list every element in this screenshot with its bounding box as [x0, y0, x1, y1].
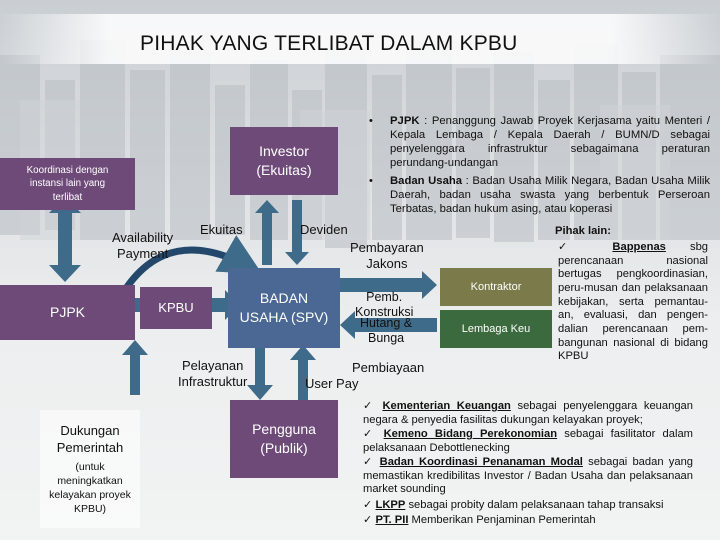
investor-label: Investor (Ekuitas) — [256, 143, 312, 178]
bkpm-item: ✓ Badan Koordinasi Penanaman Modal sebagai badan yang memastikan kredibilitas Investor / Badan Usaha dan pelaksanaan market sounding — [363, 456, 694, 496]
koordinasi-box — [0, 158, 135, 210]
lembaga-keu-label: Lembaga Keu — [461, 322, 531, 335]
pt-pii-text: Memberikan Penjaminan Pemerintah — [411, 514, 596, 526]
dukungan-label: Dukungan Pemerintah — [56, 422, 124, 456]
definition-badan-usaha: • Badan Usaha : Badan Usaha Milik Negara, Badan Usaha Milik Daerah, badan usaha swasta yang berbentuk Perseroan Terbatas, badan hukum asing, atau koperasi — [369, 175, 711, 215]
bappenas-check: ✓ — [558, 241, 613, 253]
kemenkeu-item: ✓ Kementerian Keuangan sebagai penyelenggara keuangan negara & penyedia fasilitas dukungan kelayakan proyek; — [363, 400, 693, 426]
pjpk-box — [0, 285, 135, 340]
hutang-bunga-label: Hutang & Bunga — [360, 316, 413, 345]
kemeno-name: Kemeno Bidang Perekonomian — [383, 428, 558, 440]
dukungan-box — [40, 410, 140, 528]
availability-payment-label: Availability Payment — [112, 230, 174, 261]
lembaga-keu-box — [440, 310, 552, 348]
deviden-label: Deviden — [300, 222, 348, 237]
dukungan-pjpk-arrow — [122, 340, 148, 395]
koordinasi-label: Koordinasi dengan instansi lain yang terlibat — [26, 165, 109, 203]
definition-badan-usaha-text: : Badan Usaha Milik Negara, Badan Usaha Milik Daerah, badan usaha swasta yang berbentuk Perseroan Terbatas, badan hukum asing, atau koperasi — [390, 175, 711, 215]
pt-pii-item: ✓ PT. PII Memberikan Penjaminan Pemerintah — [363, 514, 596, 526]
kemeno-item: ✓ Kemeno Bidang Perekonomian sebagai fasilitator dalam pelaksanaan Debottlenecking — [363, 428, 693, 454]
pengguna-label: Pengguna (Publik) — [252, 421, 316, 456]
kpbu-label: KPBU — [158, 300, 194, 316]
lkpp-text: sebagai probity dalam pelaksanaan tahap transaksi — [408, 499, 664, 511]
pihak-lain-heading — [555, 225, 710, 239]
pihak-lain-heading-text: Pihak lain: — [555, 225, 611, 237]
bkpm-name: Badan Koordinasi Penanaman Modal — [379, 456, 583, 468]
bappenas-text: sbg perencanaan nasional bertugas pengkoordinasian, peru-musan dan pelaksanaan kebijakan, serta pemantau-an, evaluasi, dan pengen-dalian perencanaan pem-bangunan nasional di bidang KPBU — [558, 241, 709, 363]
definition-badan-usaha-term: Badan Usaha — [390, 175, 463, 187]
investor-box — [230, 127, 338, 195]
ekuitas-label: Ekuitas — [200, 222, 243, 237]
bappenas-item — [558, 241, 708, 364]
kemenkeu-name: Kementerian Keuangan — [382, 400, 511, 412]
pelayanan-label: Pelayanan Infrastruktur — [178, 358, 248, 389]
bappenas-name: Bappenas — [612, 241, 666, 253]
badan-pengguna-arrows — [247, 345, 316, 400]
pengguna-box — [230, 400, 338, 478]
badan-usaha-box — [228, 268, 340, 348]
lkpp-item: ✓ LKPP sebagai probity dalam pelaksanaan tahap transaksi — [363, 499, 664, 511]
lkpp-name: LKPP — [375, 499, 406, 511]
dukungan-sub: (untuk meningkatkan kelayakan proyek KPBU) — [49, 460, 131, 516]
pjpk-label: PJPK — [49, 304, 85, 321]
pembayaran-jakons-label: Pembayaran Jakons — [350, 240, 424, 271]
pemb-konstruksi-label: Pemb. Konstruksi — [355, 290, 414, 319]
definition-pjpk-text: : Penanggung Jawab Proyek Kerjasama yaitu Menteri / Kepala Lembaga / Kepala Daerah / BUMN/D sebagai penyelenggara infrastruktur sebagaimana peraturan perundang-undangan — [390, 115, 711, 169]
kpbu-box — [140, 287, 212, 329]
definition-pjpk-term: PJPK — [390, 115, 420, 127]
page-title: PIHAK YANG TERLIBAT DALAM KPBU — [140, 32, 518, 55]
bkpm-text: sebagai badan yang memastikan kredibilitas Investor / Badan Usaha dan pelaksanaan market sounding — [363, 456, 694, 496]
kemenkeu-text: sebagai penyelenggara keuangan negara & penyedia fasilitas dukungan kelayakan proyek; — [363, 400, 693, 426]
user-pay-label: User Pay — [305, 376, 359, 391]
badan-usaha-label: BADAN USAHA (SPV) — [239, 290, 329, 325]
kontraktor-box — [440, 268, 552, 306]
pt-pii-name: PT. PII — [375, 514, 409, 526]
kemeno-text: sebagai fasilitator dalam pelaksanaan Debottlenecking — [363, 428, 693, 454]
kontraktor-label: Kontraktor — [470, 280, 522, 293]
definition-pjpk: • PJPK : Penanggung Jawab Proyek Kerjasama yaitu Menteri / Kepala Lembaga / Kepala Daerah / BUMN/D sebagai penyelenggara infrastruktur sebagaimana peraturan perundang-undangan — [369, 115, 711, 169]
pembiayaan-label: Pembiayaan — [352, 360, 425, 375]
